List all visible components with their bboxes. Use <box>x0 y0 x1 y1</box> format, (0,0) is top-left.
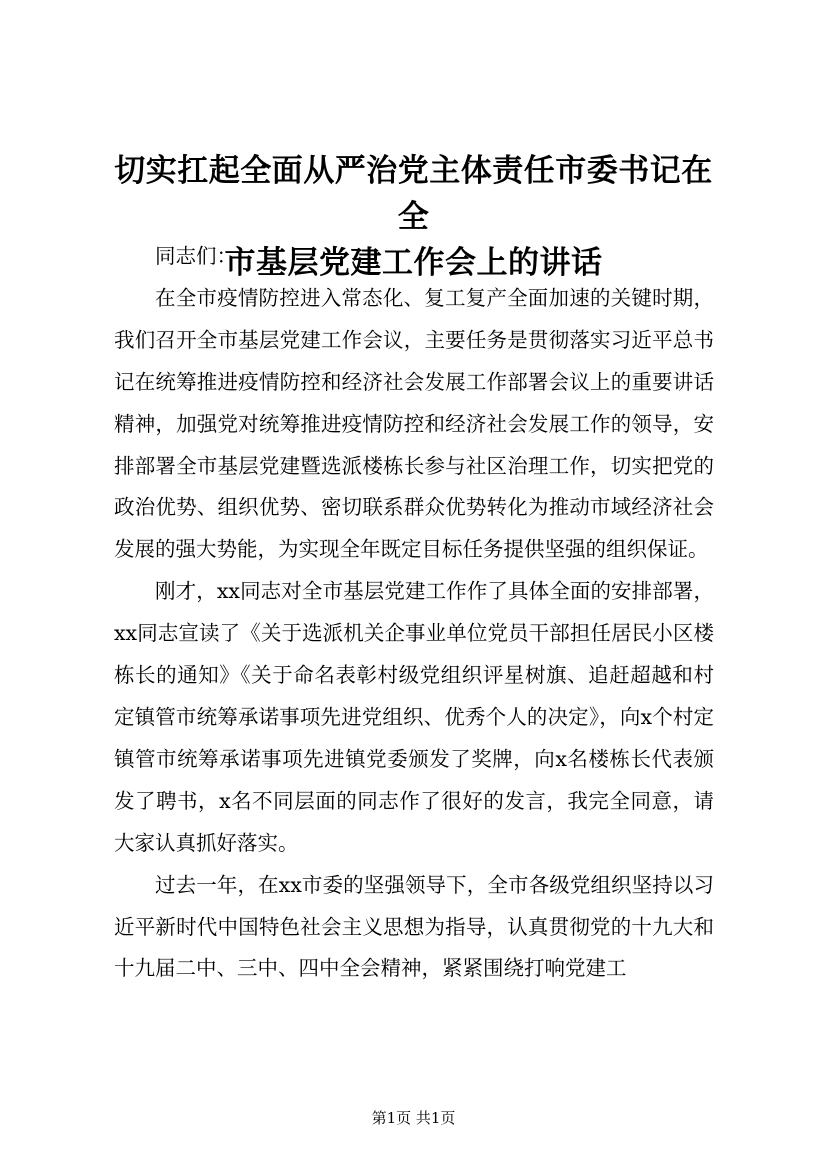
title-line-2: 市基层党建工作会上的讲话 <box>224 245 603 281</box>
salutation: 同志们： <box>155 244 237 268</box>
paragraph: 过去一年，在xx市委的坚强领导下，全市各级党组织坚持以习近平新时代中国特色社会主义思想为指导，认真贯彻党的十九大和十九届二中、三中、四中全会精神，紧紧围绕打响党建工 <box>114 872 714 981</box>
title-line-1: 切实扛起全面从严治党主体责任市委书记在全 <box>114 153 713 235</box>
document-body <box>114 236 714 990</box>
paragraph: 在全市疫情防控进入常态化、复工复产全面加速的关键时期，我们召开全市基层党建工作会议，主要任务是贯彻落实习近平总书记在统筹推进疫情防控和经济社会发展工作部署会议上的重要讲话精神，加强党对统筹推进疫情防控和经济社会发展工作的领导，安排部署全市基层党建暨选派楼栋长参与社区治理工作，切实把党的政治优势、组织优势、密切联系群众优势转化为推动市域经济社会发展的强大势能，为实现全年既定目标任务提供坚强的组织保证。 <box>114 285 714 562</box>
paragraph: 刚才，xx同志对全市基层党建工作作了具体全面的安排部署，xx同志宣读了《关于选派机关企事业单位党员干部担任居民小区楼栋长的通知》《关于命名表彰村级党组织评星树旗、追赶超越和村定镇管市统筹承诺事项先进党组织、优秀个人的决定》，向x个村定镇管市统筹承诺事项先进镇党委颁发了奖牌，向x名楼栋长代表颁发了聘书，x名不同层面的同志作了很好的发言，我完全同意，请大家认真抓好落实。 <box>114 579 714 855</box>
page-number-footer: 第1页 共1页 <box>371 1109 456 1127</box>
